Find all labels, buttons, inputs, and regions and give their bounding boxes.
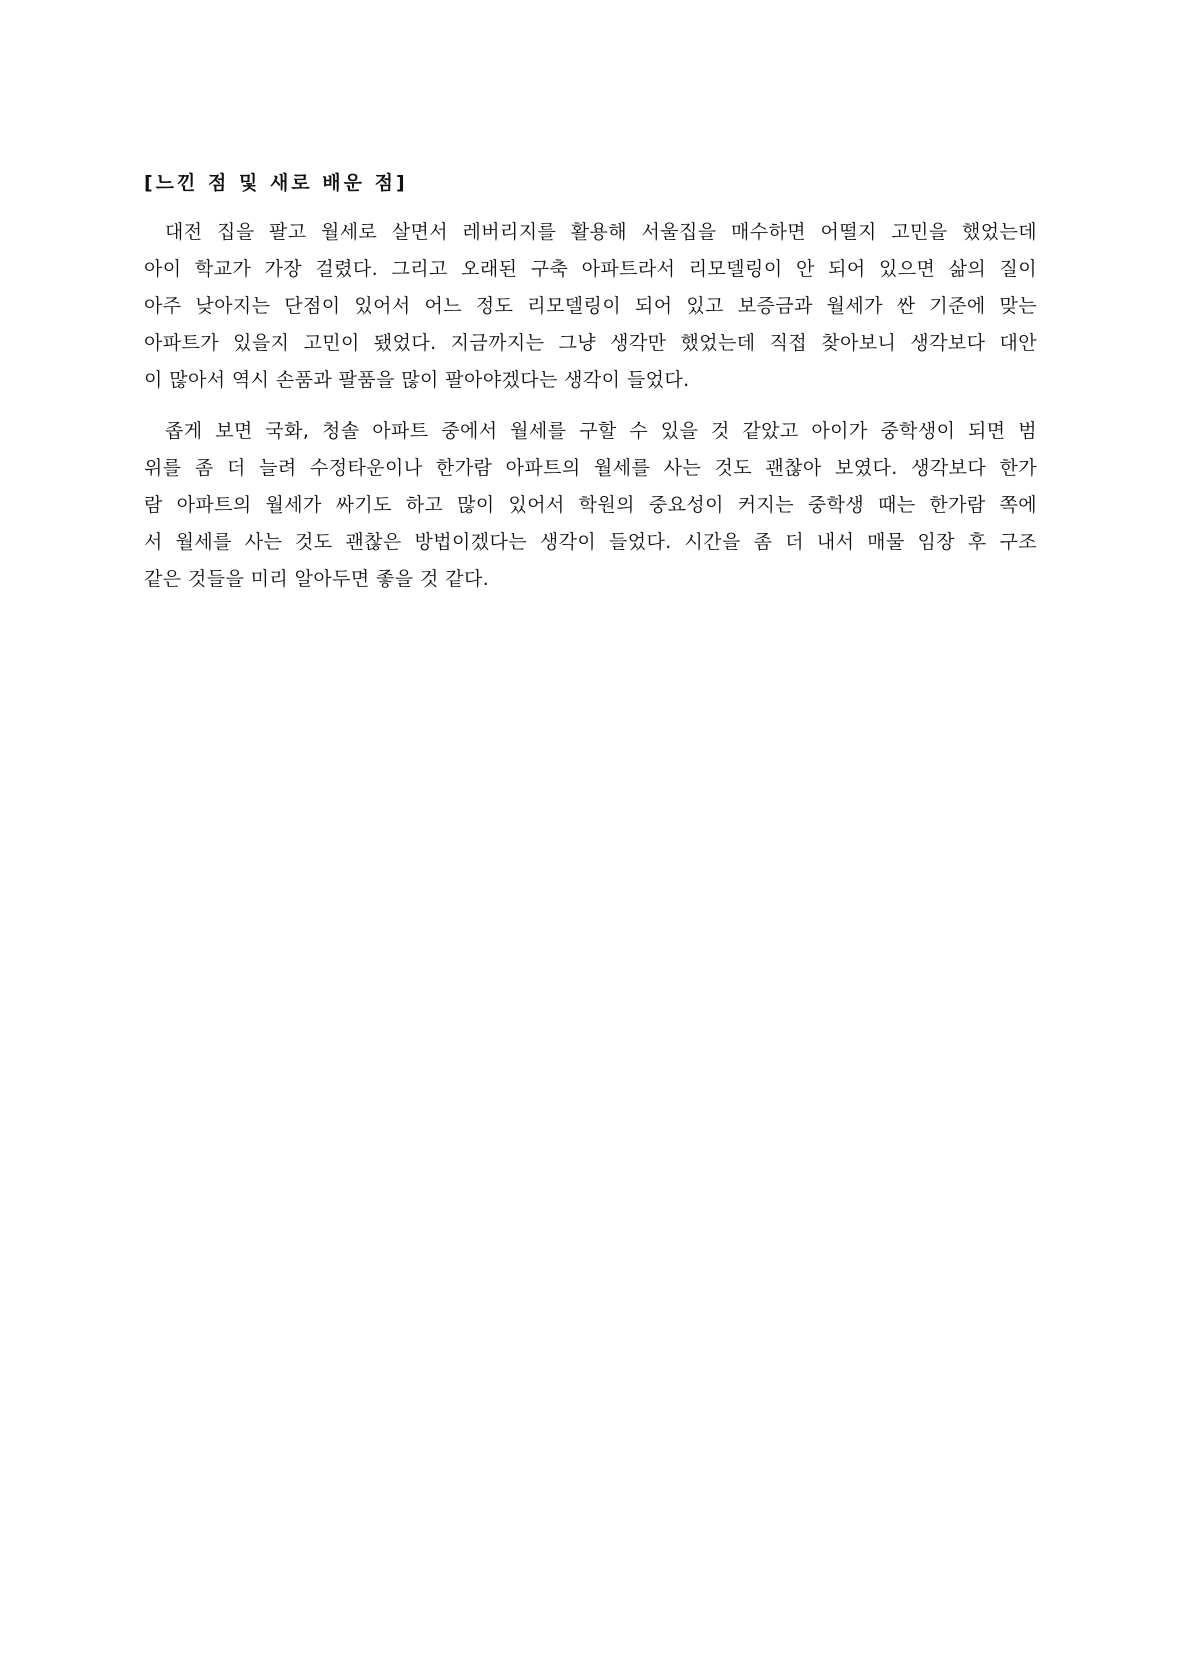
paragraph-line: 같은 것들을 미리 알아두면 좋을 것 같다. [144,568,490,590]
paragraph-line: 이 많아서 역시 손품과 팔품을 많이 팔아야겠다는 생각이 들었다. [144,369,690,391]
paragraph-line: 아파트가 있을지 고민이 됐었다. 지금까지는 그냥 생각만 했었는데 직접 찾아보니 생각보다 대안 [144,332,1037,354]
paragraph-line: 서 월세를 사는 것도 괜찮은 방법이겠다는 생각이 들었다. 시간을 좀 더 내서 매물 임장 후 구조 [144,531,1037,553]
paragraph-line: 아이 학교가 가장 걸렸다. 그리고 오래된 구축 아파트라서 리모델링이 안 되어 있으면 삶의 질이 [144,258,1037,280]
paragraph-line: 위를 좀 더 늘려 수정타운이나 한가람 아파트의 월세를 사는 것도 괜찮아 보였다. 생각보다 한가 [144,457,1037,479]
paragraph-line: 대전 집을 팔고 월세로 살면서 레버리지를 활용해 서울집을 매수하면 어떨지 고민을 했었는데 [165,221,1037,243]
paragraph-1 [144,214,1037,399]
paragraph-line: 아주 낮아지는 단점이 있어서 어느 정도 리모델링이 되어 있고 보증금과 월세가 싼 기준에 맞는 [144,295,1037,317]
document-body [144,170,1037,612]
paragraph-line: 람 아파트의 월세가 싸기도 하고 많이 있어서 학원의 중요성이 커지는 중학생 때는 한가람 쪽에 [144,494,1037,516]
paragraph-2 [144,413,1037,598]
section-heading: [느낀 점 및 새로 배운 점] [144,172,408,194]
paragraph-line: 좁게 보면 국화, 청솔 아파트 중에서 월세를 구할 수 있을 것 같았고 아이가 중학생이 되면 범 [165,420,1037,442]
